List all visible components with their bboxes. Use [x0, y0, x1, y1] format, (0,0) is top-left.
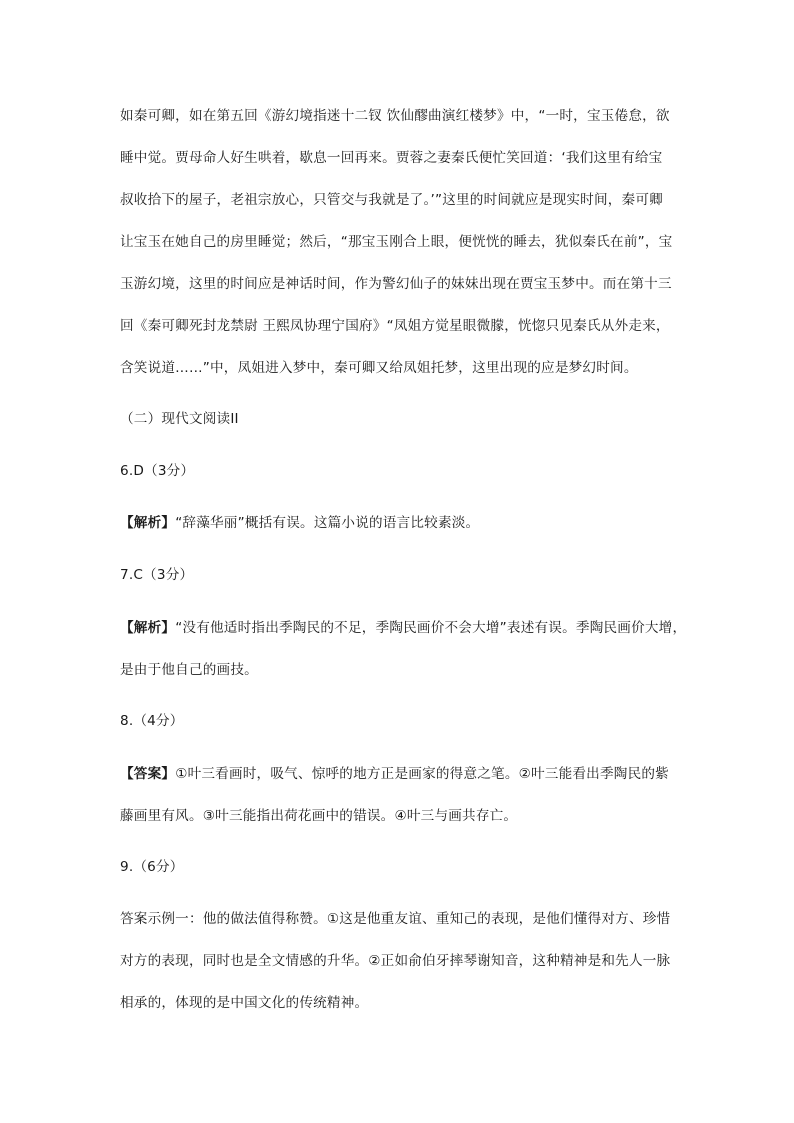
- q6-answer: 6.D（3分）: [120, 463, 195, 479]
- q8-answer: 8.（4分）: [120, 713, 184, 729]
- passage-line-2: 睡中觉。贾母命人好生哄着，歇息一回再来。贾蓉之妻秦氏便忙笑回道：‘我们这里有给宝: [120, 150, 663, 166]
- q7-analysis-line-2: 是由于他自己的画技。: [120, 662, 258, 678]
- passage-line-7: 含笑说道……”中，凤姐进入梦中，秦可卿又给凤姐托梦，这里出现的应是梦幻时间。: [120, 360, 638, 376]
- q8-key-line-2: 藤画里有风。③叶三能指出荷花画中的错误。④叶三与画共存亡。: [120, 808, 518, 824]
- q8-key: [120, 765, 690, 783]
- q6-analysis-text: “辞藻华丽”概括有误。这篇小说的语言比较素淡。: [175, 515, 480, 531]
- q7-analysis-text: “没有他适时指出季陶民的不足，季陶民画价不会大增”表述有误。季陶民画价大增，: [175, 620, 687, 636]
- q8-key-text: ①叶三看画时，吸气、惊呼的地方正是画家的得意之笔。②叶三能看出季陶民的紫: [175, 766, 669, 782]
- passage-line-5: 玉游幻境，这里的时间应是神话时间，作为警幻仙子的妹妹出现在贾宝玉梦中。而在第十三: [120, 276, 672, 292]
- q6-analysis: [120, 514, 690, 532]
- q9-answer: 9.（6分）: [120, 859, 184, 875]
- q7-analysis: [120, 619, 690, 637]
- q9-line-2: 对方的表现，同时也是全文情感的升华。②正如俞伯牙摔琴谢知音，这种精神是和先人一脉: [120, 953, 671, 969]
- q8-key-label: 【答案】: [120, 766, 176, 782]
- q7-answer: 7.C（3分）: [120, 567, 194, 583]
- q6-analysis-label: 【解析】: [120, 515, 176, 531]
- passage-line-4: 让宝玉在她自己的房里睡觉；然后，“那宝玉刚合上眼，便恍恍的睡去，犹似秦氏在前”，宝: [120, 234, 673, 250]
- q9-line-1: 答案示例一：他的做法值得称赞。①这是他重友谊、重知己的表现，是他们懂得对方、珍惜: [120, 911, 671, 927]
- q9-line-3: 相承的，体现的是中国文化的传统精神。: [120, 995, 369, 1011]
- passage-line-3: 叔收拾下的屋子，老祖宗放心，只管交与我就是了。’”这里的时间就应是现实时间，秦可卿: [120, 192, 663, 208]
- passage-line-6: 回《秦可卿死封龙禁尉 王熙凤协理宁国府》“凤姐方觉星眼微朦，恍惚只见秦氏从外走来，: [120, 318, 670, 334]
- passage-line-1: 如秦可卿，如在第五回《游幻境指迷十二钗 饮仙醪曲演红楼梦》中，“一时，宝玉倦怠，欲: [120, 108, 670, 124]
- section-heading: （二）现代文阅读II: [120, 411, 239, 427]
- q7-analysis-label: 【解析】: [120, 620, 176, 636]
